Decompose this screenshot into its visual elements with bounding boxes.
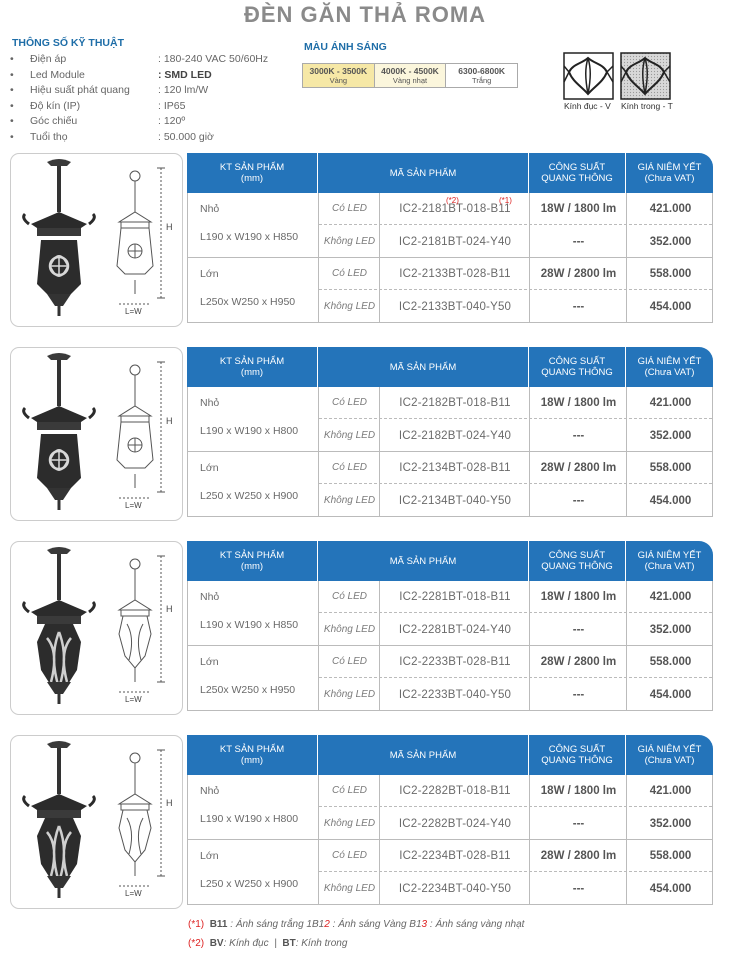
power-rating: 28W / 2800 lm bbox=[540, 655, 617, 668]
header-size bbox=[187, 347, 318, 387]
list-price: 558.000 bbox=[649, 849, 692, 862]
power-rating: 28W / 2800 lm bbox=[540, 849, 617, 862]
width-label: L=W bbox=[125, 695, 142, 704]
power-rating: --- bbox=[572, 300, 585, 313]
footnote-marker-2: (*2) bbox=[446, 196, 459, 205]
dimensions: L250 x W250 x H900 bbox=[200, 490, 299, 502]
lamp-illustration bbox=[11, 736, 183, 909]
list-price: 454.000 bbox=[649, 688, 692, 701]
table-body bbox=[187, 387, 713, 517]
power-rating: --- bbox=[572, 688, 585, 701]
header-price-text: GIÁ NIÊM YẾT (Chưa VAT) bbox=[637, 356, 702, 378]
header-code-text: MÃ SẢN PHẨM bbox=[389, 361, 457, 373]
spec-value: : 180-240 VAC 50/60Hz bbox=[158, 53, 269, 65]
product-code: IC2-2182BT-018-B11 bbox=[399, 396, 511, 409]
spec-value: : 120 lm/W bbox=[158, 84, 209, 97]
header-power-text: CÔNG SUẤT QUANG THÔNG bbox=[541, 744, 613, 766]
list-price: 454.000 bbox=[649, 494, 692, 507]
header-size bbox=[187, 735, 318, 775]
power-rating: --- bbox=[572, 623, 585, 636]
height-label: H bbox=[166, 222, 173, 232]
list-price: 352.000 bbox=[649, 429, 692, 442]
led-option: Không LED bbox=[323, 818, 376, 829]
header-price-text: GIÁ NIÊM YẾT (Chưa VAT) bbox=[637, 550, 702, 572]
header-size-text: KT SẢN PHẨM (mm) bbox=[219, 162, 285, 184]
product-code: IC2-2182BT-024-Y40 bbox=[398, 429, 512, 442]
spec-row bbox=[10, 130, 268, 146]
spec-label: Góc chiếu bbox=[30, 115, 78, 128]
table-body bbox=[187, 775, 713, 905]
bullet: • bbox=[10, 99, 14, 112]
header-price bbox=[626, 153, 713, 193]
light-color-heading: MÀU ÁNH SÁNG bbox=[304, 41, 387, 53]
color-name: Vàng nhạt bbox=[392, 76, 428, 85]
led-option: Không LED bbox=[323, 624, 376, 635]
color-swatch bbox=[375, 64, 447, 87]
page-title: ĐÈN GĂN THẢ ROMA bbox=[243, 2, 487, 27]
power-rating: 28W / 2800 lm bbox=[540, 461, 617, 474]
header-power-text: CÔNG SUẤT QUANG THÔNG bbox=[541, 550, 613, 572]
led-option: Không LED bbox=[323, 883, 376, 894]
spec-value: : 50.000 giờ bbox=[158, 130, 214, 143]
list-price: 421.000 bbox=[649, 396, 692, 409]
header-power-text: CÔNG SUẤT QUANG THÔNG bbox=[541, 162, 613, 184]
price-table bbox=[187, 541, 713, 711]
header-code-text: MÃ SẢN PHẨM bbox=[389, 167, 457, 179]
color-range: 4000K - 4500K bbox=[381, 66, 439, 76]
clear-glass-icon bbox=[620, 52, 671, 100]
product-code: IC2-2181BT-024-Y40 bbox=[398, 235, 512, 248]
power-rating: --- bbox=[572, 235, 585, 248]
table-body bbox=[187, 193, 713, 323]
size-label: Lớn bbox=[200, 462, 219, 474]
size-label: Nhỏ bbox=[200, 591, 220, 603]
spec-label: Độ kín (IP) bbox=[30, 99, 81, 112]
spec-value: : SMD LED bbox=[158, 68, 212, 81]
header-price bbox=[626, 541, 713, 581]
table-header bbox=[187, 541, 713, 581]
bullet: • bbox=[10, 68, 14, 81]
clear-glass-label: Kính trong - T bbox=[621, 101, 673, 111]
header-power bbox=[529, 735, 626, 775]
product-code: IC2-2134BT-028-B11 bbox=[399, 461, 511, 474]
specs-list bbox=[10, 52, 268, 146]
color-range: 6300-6800K bbox=[458, 66, 506, 76]
list-price: 352.000 bbox=[649, 817, 692, 830]
header-power-text: CÔNG SUẤT QUANG THÔNG bbox=[541, 356, 613, 378]
header-code-text: MÃ SẢN PHẨM bbox=[389, 555, 457, 567]
power-rating: 18W / 1800 lm bbox=[540, 202, 617, 215]
header-code bbox=[318, 735, 529, 775]
list-price: 421.000 bbox=[649, 202, 692, 215]
size-label: Nhỏ bbox=[200, 397, 220, 409]
product-code: IC2-2133BT-040-Y50 bbox=[398, 300, 512, 313]
led-option: Không LED bbox=[323, 430, 376, 441]
product-image-card bbox=[10, 541, 183, 715]
height-label: H bbox=[166, 604, 173, 614]
product-image-card bbox=[10, 153, 183, 327]
led-option: Có LED bbox=[331, 462, 367, 473]
frosted-glass-label: Kính đục - V bbox=[564, 101, 611, 111]
list-price: 558.000 bbox=[649, 461, 692, 474]
height-label: H bbox=[166, 416, 173, 426]
width-label: L=W bbox=[125, 307, 142, 316]
list-price: 558.000 bbox=[649, 267, 692, 280]
product-code: IC2-2181BT-018-B11 bbox=[399, 202, 511, 215]
power-rating: --- bbox=[572, 429, 585, 442]
size-label: Lớn bbox=[200, 850, 219, 862]
header-size bbox=[187, 541, 318, 581]
led-option: Có LED bbox=[331, 203, 367, 214]
header-size-text: KT SẢN PHẨM (mm) bbox=[219, 744, 285, 766]
led-option: Không LED bbox=[323, 495, 376, 506]
product-code: IC2-2282BT-018-B11 bbox=[399, 784, 511, 797]
product-image-card bbox=[10, 347, 183, 521]
product-code: IC2-2134BT-040-Y50 bbox=[398, 494, 512, 507]
product-code: IC2-2282BT-024-Y40 bbox=[398, 817, 512, 830]
product-code: IC2-2281BT-018-B11 bbox=[399, 590, 511, 603]
color-name: Vàng bbox=[329, 76, 348, 85]
header-price bbox=[626, 347, 713, 387]
product-code: IC2-2234BT-040-Y50 bbox=[398, 882, 512, 895]
header-price-text: GIÁ NIÊM YẾT (Chưa VAT) bbox=[637, 162, 702, 184]
size-label: Lớn bbox=[200, 656, 219, 668]
price-table bbox=[187, 153, 713, 323]
size-label: Nhỏ bbox=[200, 203, 220, 215]
color-swatch bbox=[446, 64, 517, 87]
header-power bbox=[529, 347, 626, 387]
price-table bbox=[187, 735, 713, 905]
lamp-illustration bbox=[11, 348, 183, 521]
dimensions: L190 x W190 x H850 bbox=[200, 619, 299, 631]
bullet: • bbox=[10, 84, 14, 97]
size-label: Nhỏ bbox=[200, 785, 220, 797]
price-table bbox=[187, 347, 713, 517]
led-option: Không LED bbox=[323, 236, 376, 247]
led-option: Có LED bbox=[331, 656, 367, 667]
dimensions: L250x W250 x H950 bbox=[200, 684, 296, 696]
lamp-illustration bbox=[11, 542, 183, 715]
bullet: • bbox=[10, 53, 14, 65]
dimensions: L190 x W190 x H850 bbox=[200, 231, 299, 243]
power-rating: 18W / 1800 lm bbox=[540, 784, 617, 797]
header-code bbox=[318, 153, 529, 193]
power-rating: --- bbox=[572, 494, 585, 507]
lamp-illustration bbox=[11, 154, 183, 327]
led-option: Có LED bbox=[331, 850, 367, 861]
spec-label: Hiệu suất phát quang bbox=[30, 84, 130, 97]
led-option: Có LED bbox=[331, 591, 367, 602]
led-option: Không LED bbox=[323, 301, 376, 312]
color-name: Trắng bbox=[472, 76, 492, 85]
product-code: IC2-2234BT-028-B11 bbox=[399, 849, 511, 862]
header-size bbox=[187, 153, 318, 193]
table-header bbox=[187, 347, 713, 387]
dimensions: L250x W250 x H950 bbox=[200, 296, 296, 308]
spec-row bbox=[10, 114, 268, 130]
list-price: 421.000 bbox=[649, 590, 692, 603]
table-header bbox=[187, 735, 713, 775]
power-rating: 28W / 2800 lm bbox=[540, 267, 617, 280]
header-size-text: KT SẢN PHẨM (mm) bbox=[219, 550, 285, 572]
dimensions: L190 x W190 x H800 bbox=[200, 813, 299, 825]
power-rating: --- bbox=[572, 817, 585, 830]
size-label: Lớn bbox=[200, 268, 219, 280]
note-2: (*2) BV: Kính đục | BT: Kính trong bbox=[188, 938, 348, 949]
dimensions: L190 x W190 x H800 bbox=[200, 425, 299, 437]
height-label: H bbox=[166, 798, 173, 808]
header-size-text: KT SẢN PHẨM (mm) bbox=[219, 356, 285, 378]
table-body bbox=[187, 581, 713, 711]
led-option: Không LED bbox=[323, 689, 376, 700]
spec-label: Led Module bbox=[30, 68, 85, 81]
header-power bbox=[529, 541, 626, 581]
table-header bbox=[187, 153, 713, 193]
dimensions: L250 x W250 x H900 bbox=[200, 878, 299, 890]
product-code: IC2-2281BT-024-Y40 bbox=[398, 623, 512, 636]
spec-value: : 120º bbox=[158, 115, 186, 128]
product-code: IC2-2133BT-028-B11 bbox=[399, 267, 511, 280]
footnote-marker-1: (*1) bbox=[499, 196, 512, 205]
bullet: • bbox=[10, 130, 14, 143]
power-rating: --- bbox=[572, 882, 585, 895]
header-code bbox=[318, 541, 529, 581]
list-price: 454.000 bbox=[649, 300, 692, 313]
header-code-text: MÃ SẢN PHẨM bbox=[389, 749, 457, 761]
spec-label: Tuổi thọ bbox=[30, 130, 68, 143]
product-code: IC2-2233BT-040-Y50 bbox=[398, 688, 512, 701]
spec-row bbox=[10, 52, 268, 68]
specs-heading: THÔNG SỐ KỸ THUẬT bbox=[12, 37, 124, 49]
spec-row bbox=[10, 68, 268, 84]
product-code: IC2-2233BT-028-B11 bbox=[399, 655, 511, 668]
list-price: 558.000 bbox=[649, 655, 692, 668]
spec-value: : IP65 bbox=[158, 99, 186, 112]
bullet: • bbox=[10, 115, 14, 128]
note-1: (*1) B11 : Ánh sáng trắng 1B12 : Ánh sáng Vàng B13 : Ánh sáng vàng nhạt bbox=[188, 919, 525, 930]
header-power bbox=[529, 153, 626, 193]
spec-row bbox=[10, 99, 268, 115]
width-label: L=W bbox=[125, 889, 142, 898]
led-option: Có LED bbox=[331, 268, 367, 279]
power-rating: 18W / 1800 lm bbox=[540, 396, 617, 409]
width-label: L=W bbox=[125, 501, 142, 510]
power-rating: 18W / 1800 lm bbox=[540, 590, 617, 603]
led-option: Có LED bbox=[331, 397, 367, 408]
list-price: 421.000 bbox=[649, 784, 692, 797]
header-code bbox=[318, 347, 529, 387]
frosted-glass-icon bbox=[563, 52, 614, 100]
product-image-card bbox=[10, 735, 183, 909]
header-price-text: GIÁ NIÊM YẾT (Chưa VAT) bbox=[637, 744, 702, 766]
header-price bbox=[626, 735, 713, 775]
color-swatch bbox=[303, 64, 375, 87]
spec-row bbox=[10, 83, 268, 99]
color-range: 3000K - 3500K bbox=[309, 66, 368, 76]
list-price: 352.000 bbox=[649, 623, 692, 636]
list-price: 352.000 bbox=[649, 235, 692, 248]
list-price: 454.000 bbox=[649, 882, 692, 895]
spec-label: Điện áp bbox=[30, 53, 67, 65]
led-option: Có LED bbox=[331, 785, 367, 796]
light-color-swatches bbox=[302, 63, 518, 88]
